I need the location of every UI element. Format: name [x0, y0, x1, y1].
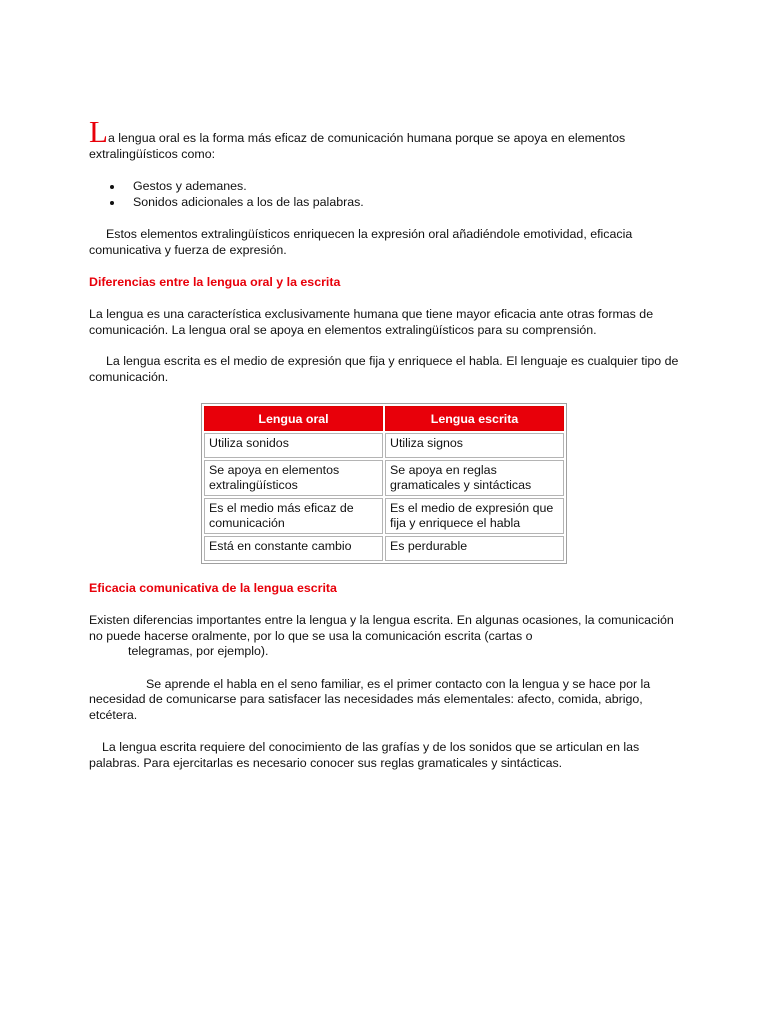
paragraph-lengua-escrita: La lengua escrita es el medio de expresión que fija y enriquece el habla. El lenguaje es cualquier tipo de comunicación.: [89, 354, 679, 384]
table-header-row: [204, 406, 564, 431]
table-cell: Se apoya en elementos extralingüísticos: [204, 460, 383, 496]
table-cell: Está en constante cambio: [204, 536, 383, 561]
list-item: Sonidos adicionales a los de las palabras.: [133, 195, 689, 211]
table-row: [204, 460, 564, 496]
header-lengua-oral: Lengua oral: [204, 406, 383, 431]
paragraph-lengua-escrita-requiere: La lengua escrita requiere del conocimiento de las grafías y de los sonidos que se articulan en las palabras. Para ejercitarlas es necesario conocer sus reglas gramaticales y sintácticas.: [89, 740, 640, 770]
intro-paragraph: [89, 114, 689, 162]
intro-text-line2: extralingüísticos como:: [89, 146, 216, 161]
table-cell: Utiliza signos: [385, 433, 564, 458]
paragraph-existen-continued: telegramas, por ejemplo).: [128, 644, 269, 658]
paragraph-elementos: Estos elementos extralingüísticos enriquecen la expresión oral añadiéndole emotividad, eficacia comunicativa y fuerza de expresión.: [89, 227, 633, 257]
table-row: [204, 536, 564, 561]
table-cell: Utiliza sonidos: [204, 433, 383, 458]
heading-diferencias: Diferencias entre la lengua oral y la escrita: [89, 275, 341, 289]
table-cell: Es perdurable: [385, 536, 564, 561]
paragraph-habla: Se aprende el habla en el seno familiar, es el primer contacto con la lengua y se hace por la necesidad de comunicarse para satisfacer las necesidades más elementales: afecto, comida, abrigo, etcétera.: [89, 676, 651, 722]
table-row: [204, 433, 564, 458]
heading-eficacia: Eficacia comunicativa de la lengua escrita: [89, 581, 337, 595]
paragraph-lengua: La lengua es una característica exclusivamente humana que tiene mayor eficacia ante otras formas de comunicación. La lengua oral se apoya en elementos extralingüísticos para su comprensión.: [89, 307, 654, 337]
document-page: [89, 114, 689, 771]
comparison-table: [201, 403, 567, 564]
table-cell: Se apoya en reglas gramaticales y sintácticas: [385, 460, 564, 496]
table-cell: Es el medio más eficaz de comunicación: [204, 498, 383, 534]
bullet-list: [89, 179, 689, 210]
table-cell: Es el medio de expresión que fija y enriquece el habla: [385, 498, 564, 534]
header-lengua-escrita: Lengua escrita: [385, 406, 564, 431]
list-item: Gestos y ademanes.: [133, 179, 689, 195]
table-row: [204, 498, 564, 534]
paragraph-existen-main: Existen diferencias importantes entre la lengua y la lengua escrita. En algunas ocasiones, la comunicación no puede hacerse oralmente, por lo que se usa la comunicación escrita (cartas o: [89, 613, 674, 643]
intro-text-line1: a lengua oral es la forma más eficaz de comunicación humana porque se apoya en elementos: [107, 131, 626, 145]
drop-cap: L: [89, 114, 108, 149]
paragraph-existen: [89, 613, 689, 660]
